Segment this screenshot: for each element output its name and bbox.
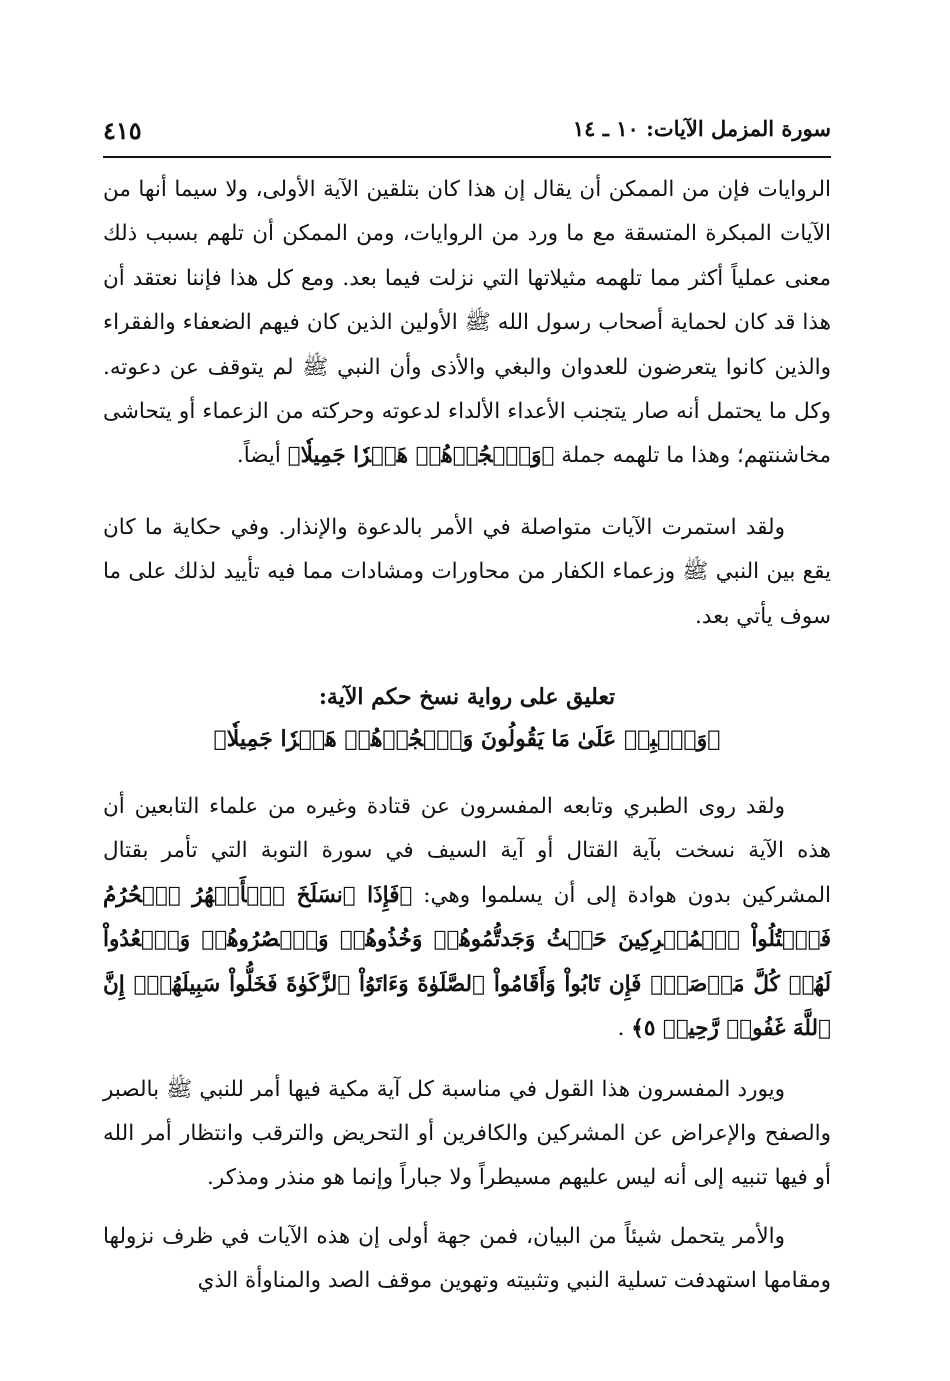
paragraph-3 (103, 785, 831, 1051)
paragraph-4 (103, 1068, 831, 1201)
paragraph-1-tail: أيضاً. (236, 443, 281, 469)
section-heading: تعليق على رواية نسخ حكم الآية: (318, 684, 616, 711)
paragraph-5 (103, 1215, 831, 1304)
paragraph-1 (103, 168, 831, 479)
paragraph-2 (103, 506, 831, 639)
running-title: سورة المزمل الآيات: ١٠ ـ ١٤ (572, 116, 831, 141)
paragraph-3-text: ولقد روى الطبري وتابعه المفسرون عن قتادة وغيره من علماء التابعين أن هذه الآية نسخت بآية القتال أو آية السيف في سورة التوبة التي تأمر بقتال المشركين بدون هوادة إلى أن يسلموا وهي: (103, 794, 831, 908)
paragraph-5-text: والأمر يتحمل شيئاً من البيان، فمن جهة أولى إن هذه الآيات في ظرف نزولها ومقامها استهدفت تسلية النبي وتثبيته وتهوين موقف الصد والمناوأة الذي (103, 1223, 831, 1294)
page-header (103, 112, 831, 158)
paragraph-2-text: ولقد استمرت الآيات متواصلة في الأمر بالدعوة والإنذار. وفي حكاية ما كان يقع بين النبي ﷺ وزعماء الكفار من محاورات ومشادات مما فيه تأييد لذلك على ما سوف يأتي بعد. (103, 514, 831, 629)
section-verse: ﴿وَٱصۡبِرۡ عَلَىٰ مَا يَقُولُونَ وَٱهۡجُرۡهُمۡ هَجۡرٗا جَمِيلٗا﴾ (213, 726, 721, 753)
quran-quote-1: ﴿وَٱهۡجُرۡهُمۡ هَجۡرٗا جَمِيلٗا﴾ (287, 443, 555, 469)
paragraph-3-tail: . (617, 1016, 625, 1042)
page-body (103, 168, 831, 1304)
page-number: ٤١٥ (103, 116, 142, 145)
paragraph-4-text: ويورد المفسرون هذا القول في مناسبة كل آية مكية فيها أمر للنبي ﷺ بالصبر والصفح والإعراض عن المشركين والكافرين أو التحريض والترقب وانتظار أمر الله أو فيها تنبيه إلى أنه ليس عليهم مسيطراً ولا جباراً وإنما هو منذر ومذكر. (103, 1076, 831, 1191)
paragraph-1-text: الروايات فإن من الممكن أن يقال إن هذا كان بتلقين الآية الأولى، ولا سيما أنها من الآيات المبكرة المتسقة مع ما ورد من الروايات، ومن الممكن أن تلهم بسبب ذلك معنى عملياً أكثر مما تلهمه مثيلاتها التي نزلت فيما بعد. ومع كل هذا فإننا نعتقد أن هذا قد كان لحماية أصحاب رسول الله ﷺ الأولين الذين كان فيهم الضعفاء والفقراء والذين كانوا يتعرضون للعدوان والبغي والأذى وأن النبي ﷺ لم يتوقف عن دعوته. وكل ما يحتمل أنه صار يتجنب الأعداء الألداء لدعوته وحركته من الزعماء أو يتحاشى مخاشنتهم؛ وهذا ما تلهمه جملة (103, 177, 831, 469)
quran-quote-2: ﴿فَإِذَا ٱنسَلَخَ ٱلۡأَشۡهُرُ ٱلۡحُرُمُ فَٱقۡتُلُواْ ٱلۡمُشۡرِكِينَ حَيۡثُ وَجَدتُّمُوهُمۡ وَخُذُوهُمۡ وَٱحۡصُرُوهُمۡ وَٱقۡعُدُواْ لَهُمۡ كُلَّ مَرۡصَدٖۚ فَإِن تَابُواْ وَأَقَامُواْ ٱلصَّلَوٰةَ وَءَاتَوُاْ ٱلزَّكَوٰةَ فَخَلُّواْ سَبِيلَهُمۡۚ إِنَّ ٱللَّهَ غَفُورٞ رَّحِيمٞ ٥﴾ (103, 882, 831, 1042)
